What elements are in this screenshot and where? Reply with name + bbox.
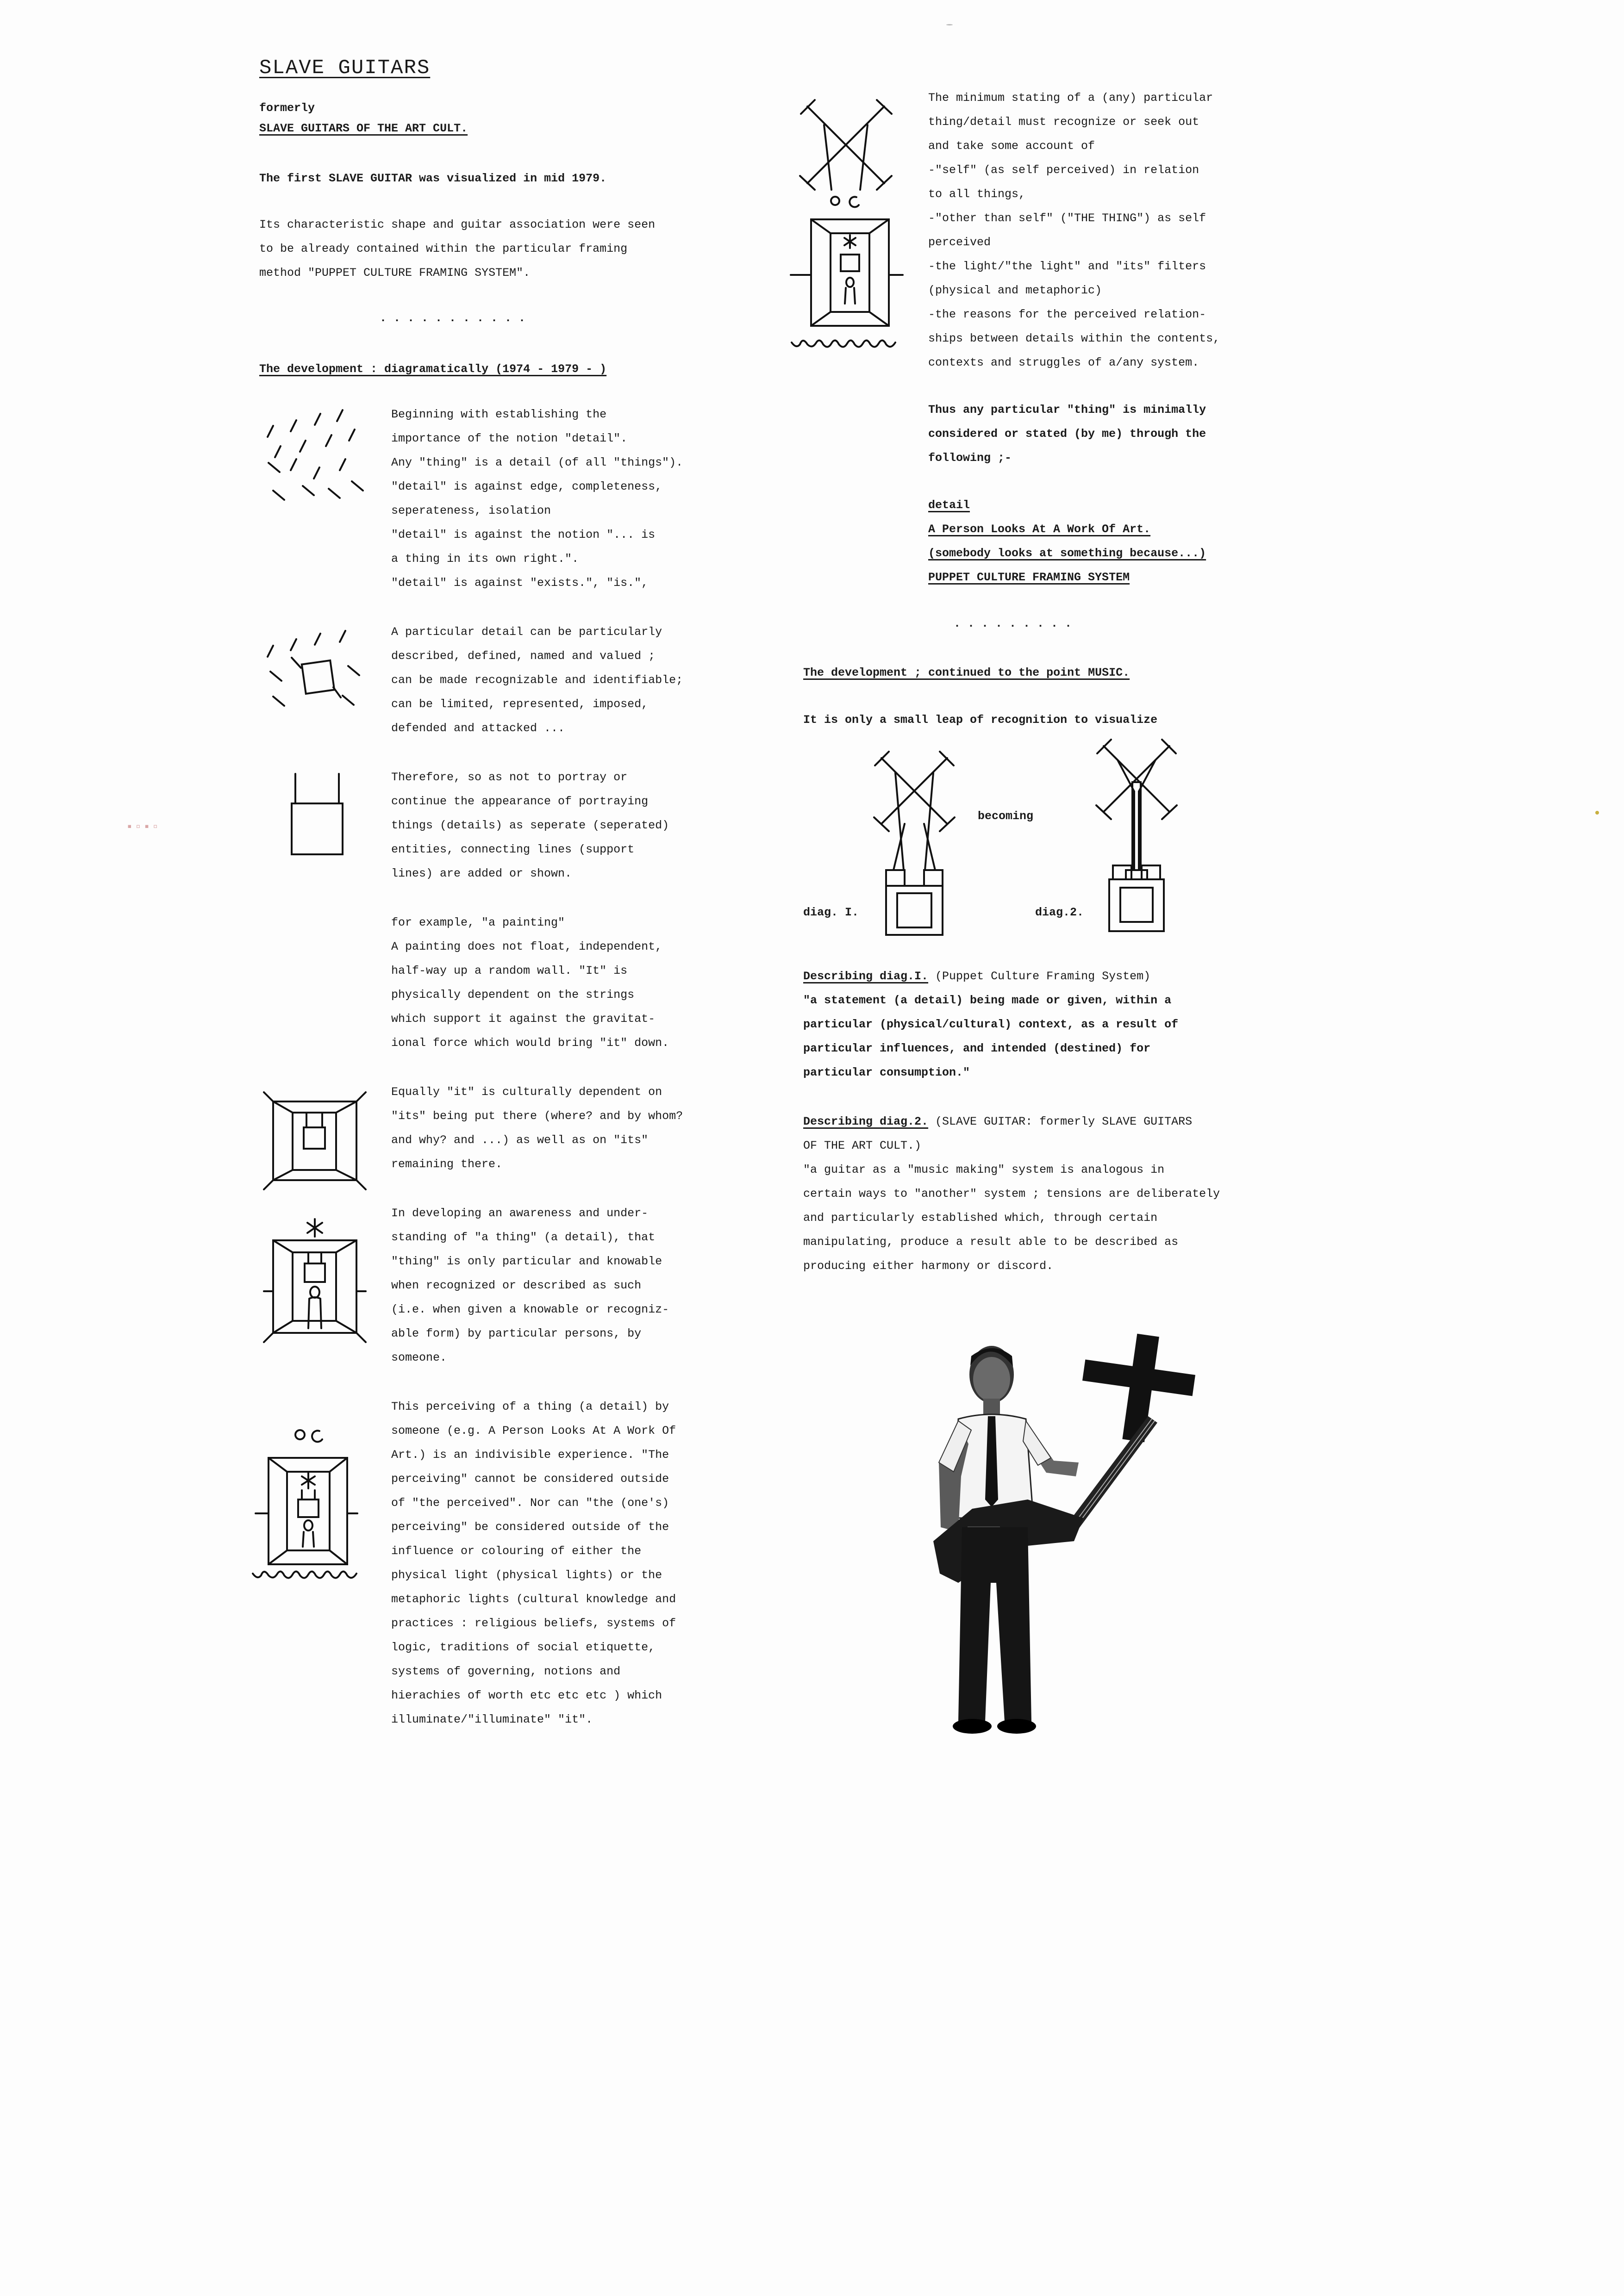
text-line: for example, "a painting" bbox=[391, 916, 565, 929]
text-line: "a guitar as a "music making" system is analogous in bbox=[803, 1163, 1165, 1176]
text-line: perceived bbox=[928, 236, 991, 249]
text-line: particular influences, and intended (destined) for bbox=[803, 1042, 1151, 1055]
text-line bbox=[803, 1110, 1192, 1134]
heading-music: The development ; continued to the point MUSIC. bbox=[803, 666, 1130, 679]
text-line: considered or stated (by me) through the bbox=[928, 427, 1206, 441]
cross-headstock-icon bbox=[1082, 1334, 1195, 1442]
text-line: and particularly established which, through certain bbox=[803, 1211, 1158, 1225]
hanging-frame-diagram bbox=[287, 772, 347, 860]
diagram-1-puppet-frame bbox=[866, 745, 963, 940]
paper-speck bbox=[1595, 811, 1599, 815]
text-line: (physical and metaphoric) bbox=[928, 284, 1102, 297]
text-line: "its" being put there (where? and by whom? bbox=[391, 1109, 683, 1123]
text-line: manipulating, produce a result able to be described as bbox=[803, 1235, 1179, 1249]
text-line: described, defined, named and valued ; bbox=[391, 649, 656, 663]
text-line: Equally "it" is culturally dependent on bbox=[391, 1085, 662, 1099]
text-line: "a statement (a detail) being made or given, within a bbox=[803, 994, 1172, 1007]
text-line: This perceiving of a thing (a detail) by bbox=[391, 1400, 669, 1413]
text-line: can be limited, represented, imposed, bbox=[391, 697, 649, 711]
text-line: remaining there. bbox=[391, 1157, 503, 1171]
text-line: Thus any particular "thing" is minimally bbox=[928, 403, 1206, 417]
text-line: which support it against the gravitat- bbox=[391, 1012, 656, 1026]
text-line: someone (e.g. A Person Looks At A Work Of bbox=[391, 1424, 676, 1437]
audience-frame-diagram-right bbox=[787, 97, 907, 366]
text-line: lines) are added or shown. bbox=[391, 867, 572, 880]
text-line: physical light (physical lights) or the bbox=[391, 1568, 662, 1582]
text-line: Art.) is an indivisible experience. "The bbox=[391, 1448, 669, 1462]
text-line: particular consumption." bbox=[803, 1066, 970, 1079]
intro-line-4: to be already contained within the particular framing bbox=[259, 242, 628, 255]
text-line: The minimum stating of a (any) particular bbox=[928, 91, 1213, 105]
text-line: OF THE ART CULT.) bbox=[803, 1139, 922, 1152]
text-line: perceiving" cannot be considered outside bbox=[391, 1472, 669, 1486]
text-line bbox=[803, 964, 1150, 989]
list-item: A Person Looks At A Work Of Art. bbox=[928, 523, 1151, 536]
text-line: half-way up a random wall. "It" is bbox=[391, 964, 628, 977]
text-line: "detail" is against edge, completeness, bbox=[391, 480, 662, 493]
page-title: SLAVE GUITARS bbox=[259, 56, 431, 80]
separator-left: . . . . . . . . . . . bbox=[380, 311, 526, 325]
formerly-name: SLAVE GUITARS OF THE ART CULT. bbox=[259, 122, 468, 135]
text-line: ships between details within the contents, bbox=[928, 332, 1220, 345]
text-line: producing either harmony or discord. bbox=[803, 1259, 1054, 1273]
text-line: standing of "a thing" (a detail), that bbox=[391, 1231, 656, 1244]
text-line: thing/detail must recognize or seek out bbox=[928, 115, 1199, 129]
text-line: things (details) as seperate (seperated) bbox=[391, 819, 669, 832]
text-line: Beginning with establishing the bbox=[391, 408, 607, 421]
text-line: hierachies of worth etc etc etc ) which bbox=[391, 1689, 662, 1702]
text-line: and take some account of bbox=[928, 139, 1095, 153]
text-line: -the reasons for the perceived relation- bbox=[928, 308, 1206, 321]
diagram-2-slave-guitar bbox=[1088, 736, 1185, 940]
text-line: "detail" is against the notion "... is bbox=[391, 528, 656, 541]
text-line: influence or colouring of either the bbox=[391, 1544, 642, 1558]
particular-detail-diagram bbox=[264, 627, 366, 720]
text-line: entities, connecting lines (support bbox=[391, 843, 635, 856]
text-line: following ;- bbox=[928, 451, 1012, 465]
text-line: -"self" (as self perceived) in relation bbox=[928, 163, 1199, 177]
text-line: illuminate/"illuminate" "it". bbox=[391, 1713, 593, 1726]
text-line: defended and attacked ... bbox=[391, 722, 565, 735]
text-line: A painting does not float, independent, bbox=[391, 940, 662, 953]
audience-frame-diagram-left bbox=[250, 1421, 361, 1606]
text-line: practices : religious beliefs, systems of bbox=[391, 1617, 676, 1630]
text-line: can be made recognizable and identifiable; bbox=[391, 673, 683, 687]
person-viewing-diagram bbox=[264, 1213, 366, 1351]
text-line: metaphoric lights (cultural knowledge and bbox=[391, 1593, 676, 1606]
text-line: Therefore, so as not to portray or bbox=[391, 771, 628, 784]
describing-diag-2-subtitle: (SLAVE GUITAR: formerly SLAVE GUITARS bbox=[928, 1115, 1193, 1128]
text-line: a thing in its own right.". bbox=[391, 552, 579, 566]
text-line: when recognized or described as such bbox=[391, 1279, 642, 1292]
text-line: able form) by particular persons, by bbox=[391, 1327, 642, 1340]
text-line: -the light/"the light" and "its" filters bbox=[928, 260, 1206, 273]
text-line: of "the perceived". Nor can "the (one's) bbox=[391, 1496, 669, 1510]
text-line: "detail" is against "exists.", "is.", bbox=[391, 576, 649, 590]
separator-right: . . . . . . . . . bbox=[954, 617, 1072, 630]
text-line: (i.e. when given a knowable or recogniz- bbox=[391, 1303, 669, 1316]
intro-line-5: method "PUPPET CULTURE FRAMING SYSTEM". bbox=[259, 266, 531, 280]
leap-sentence: It is only a small leap of recognition to visualize bbox=[803, 713, 1158, 727]
text-line: importance of the notion "detail". bbox=[391, 432, 628, 445]
becoming-label: becoming bbox=[978, 809, 1034, 823]
text-line: A particular detail can be particularly bbox=[391, 625, 662, 639]
text-line: physically dependent on the strings bbox=[391, 988, 635, 1002]
text-line: logic, traditions of social etiquette, bbox=[391, 1641, 656, 1654]
heading-development: The development : diagramatically (1974 - 1979 - ) bbox=[259, 362, 607, 376]
diag-1-label: diag. I. bbox=[803, 906, 859, 919]
list-item: detail bbox=[928, 498, 970, 512]
text-line: "thing" is only particular and knowable bbox=[391, 1255, 662, 1268]
text-line: continue the appearance of portraying bbox=[391, 795, 649, 808]
text-line: seperateness, isolation bbox=[391, 504, 551, 517]
text-line: In developing an awareness and under- bbox=[391, 1207, 649, 1220]
text-line: someone. bbox=[391, 1351, 447, 1364]
text-line: systems of governing, notions and bbox=[391, 1665, 621, 1678]
scattered-details-diagram bbox=[264, 407, 366, 514]
intro-line-1: The first SLAVE GUITAR was visualized in mid 1979. bbox=[259, 172, 607, 185]
paper-speck bbox=[946, 24, 953, 25]
text-line: ional force which would bring "it" down. bbox=[391, 1036, 669, 1050]
text-line: certain ways to "another" system ; tensions are deliberately bbox=[803, 1187, 1220, 1201]
formerly-label: formerly bbox=[259, 101, 315, 115]
diag-2-label: diag.2. bbox=[1035, 906, 1084, 919]
describing-diag-2-title: Describing diag.2. bbox=[803, 1115, 929, 1128]
intro-line-3: Its characteristic shape and guitar association were seen bbox=[259, 218, 656, 231]
text-line: to all things, bbox=[928, 187, 1026, 201]
text-line: -"other than self" ("THE THING") as self bbox=[928, 212, 1206, 225]
faint-stamp-mark: ▪▫▪▫ bbox=[126, 820, 161, 834]
text-line: perceiving" be considered outside of the bbox=[391, 1520, 669, 1534]
text-line: contexts and struggles of a/any system. bbox=[928, 356, 1199, 369]
text-line: particular (physical/cultural) context, as a result of bbox=[803, 1018, 1179, 1031]
text-line: Any "thing" is a detail (of all "things"). bbox=[391, 456, 683, 469]
describing-diag-1-subtitle: (Puppet Culture Framing System) bbox=[928, 970, 1151, 983]
guitarist-photo bbox=[889, 1324, 1241, 1749]
room-frame-diagram bbox=[264, 1092, 366, 1189]
list-item: PUPPET CULTURE FRAMING SYSTEM bbox=[928, 571, 1130, 584]
describing-diag-1-title: Describing diag.I. bbox=[803, 970, 929, 983]
text-line: and why? and ...) as well as on "its" bbox=[391, 1133, 649, 1147]
list-item: (somebody looks at something because...) bbox=[928, 547, 1206, 560]
